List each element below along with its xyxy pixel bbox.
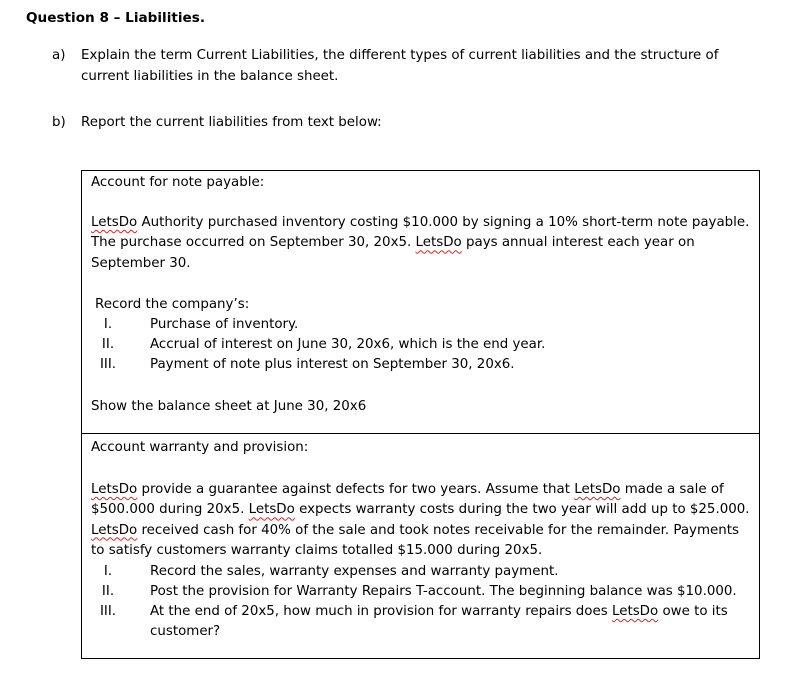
- record-label: Record the company’s:: [95, 297, 250, 312]
- warranty-box: Account warranty and provision: LetsDo provide a guarantee against defects for two years. Assume that LetsDo made a sale of $500.000 during 20x5. LetsDo expects warranty costs during the two year will add up to $25.000. LetsDo received cash for 40% of the sale and took notes receivable for the remainder. Payments to satisfy customers warranty claims totalled $15.000 during 20x5. I. Record the sales, warranty expenses and warranty payment. II. Post the provision for Warranty Repairs T-account. The beginning balance was $10.000. III. At the end of 20x5, how much in provision for warranty repairs does LetsDo owe to its customer?: [81, 433, 760, 659]
- show-balance-sheet: Show the balance sheet at June 30, 20x6: [91, 399, 367, 414]
- question-b-label: b): [52, 115, 66, 130]
- question-a-line2: current liabilities in the balance sheet.: [81, 69, 339, 84]
- company-name: LetsDo: [415, 235, 462, 251]
- warranty-paragraph: LetsDo provide a guarantee against defects for two years. Assume that LetsDo made a sale of $500.000 during 20x5. LetsDo expects warranty costs during the two year will add up to $25.000. LetsDo received cash for 40% of the sale and took notes receivable for the remainder. Payments to satisfy customers warranty claims totalled $15.000 during 20x5.: [91, 482, 750, 558]
- warranty-heading: Account warranty and provision:: [91, 440, 309, 455]
- note-payable-box: Account for note payable: LetsDo Authority purchased inventory costing $10.000 by signing a 10% short-term note payable. The purchase occurred on September 30, 20x5. LetsDo pays annual interest each year on September 30. Record the company’s: I. Purchase of inventory. II. Accrual of interest on June 30, 20x6, which is the end year. III. Payment of note plus interest on September 30, 20x6. Show the balance sheet at June 30, 20x6: [81, 170, 760, 434]
- note-payable-paragraph: LetsDo Authority purchased inventory costing $10.000 by signing a 10% short-term note payable. The purchase occurred on September 30, 20x5. LetsDo pays annual interest each year on September 30.: [91, 215, 750, 271]
- company-name: LetsDo: [91, 215, 138, 230]
- company-name: LetsDo: [611, 604, 659, 619]
- question-title: Question 8 – Liabilities.: [26, 10, 206, 26]
- note-payable-heading: Account for note payable:: [91, 175, 265, 190]
- question-a-line1: Explain the term Current Liabilities, the different types of current liabilities and the structure of: [81, 48, 719, 63]
- question-a-label: a): [52, 48, 66, 63]
- company-name: LetsDo: [91, 482, 138, 497]
- list-item-continuation: customer?: [150, 624, 221, 639]
- company-name: LetsDo: [574, 482, 621, 497]
- company-name: LetsDo: [91, 522, 138, 538]
- question-b-text: Report the current liabilities from text below:: [81, 115, 382, 130]
- company-name: LetsDo: [248, 502, 295, 518]
